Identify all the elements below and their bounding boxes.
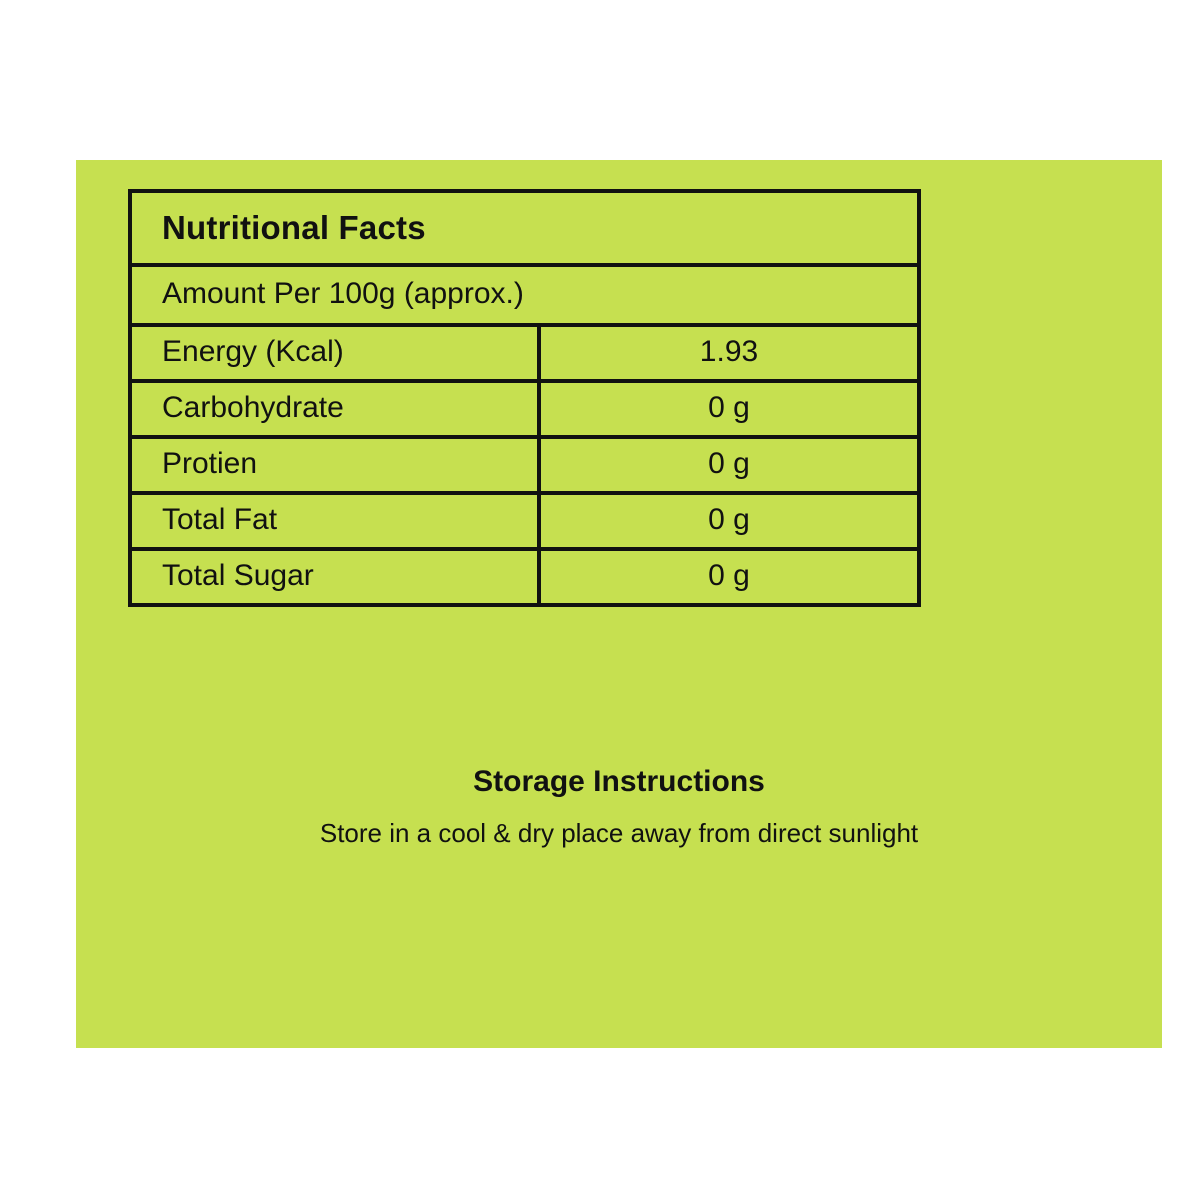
nutrient-label: Total Fat — [162, 503, 278, 536]
nutrient-value: 0 g — [537, 495, 917, 547]
nutrient-value: 0 g — [537, 551, 917, 603]
table-row — [132, 379, 917, 435]
nutritional-facts-title: Nutritional Facts — [162, 209, 426, 246]
nutrient-value: 0 g — [537, 383, 917, 435]
table-row — [132, 323, 917, 379]
table-row — [132, 547, 917, 603]
nutrient-value: 0 g — [537, 439, 917, 491]
nutrient-label: Energy (Kcal) — [162, 335, 344, 368]
amount-per-serving: Amount Per 100g (approx.) — [162, 277, 524, 310]
table-serving-row — [132, 263, 917, 323]
nutrient-value: 1.93 — [537, 327, 917, 379]
nutritional-facts-table — [128, 189, 921, 607]
table-row — [132, 491, 917, 547]
nutrient-label: Protien — [162, 447, 258, 480]
storage-instructions-heading: Storage Instructions — [473, 765, 765, 798]
nutrient-label: Total Sugar — [162, 559, 314, 592]
storage-instructions-text: Store in a cool & dry place away from direct sunlight — [319, 818, 919, 848]
nutrient-label: Carbohydrate — [162, 391, 344, 424]
table-title-row — [132, 193, 917, 263]
table-row — [132, 435, 917, 491]
